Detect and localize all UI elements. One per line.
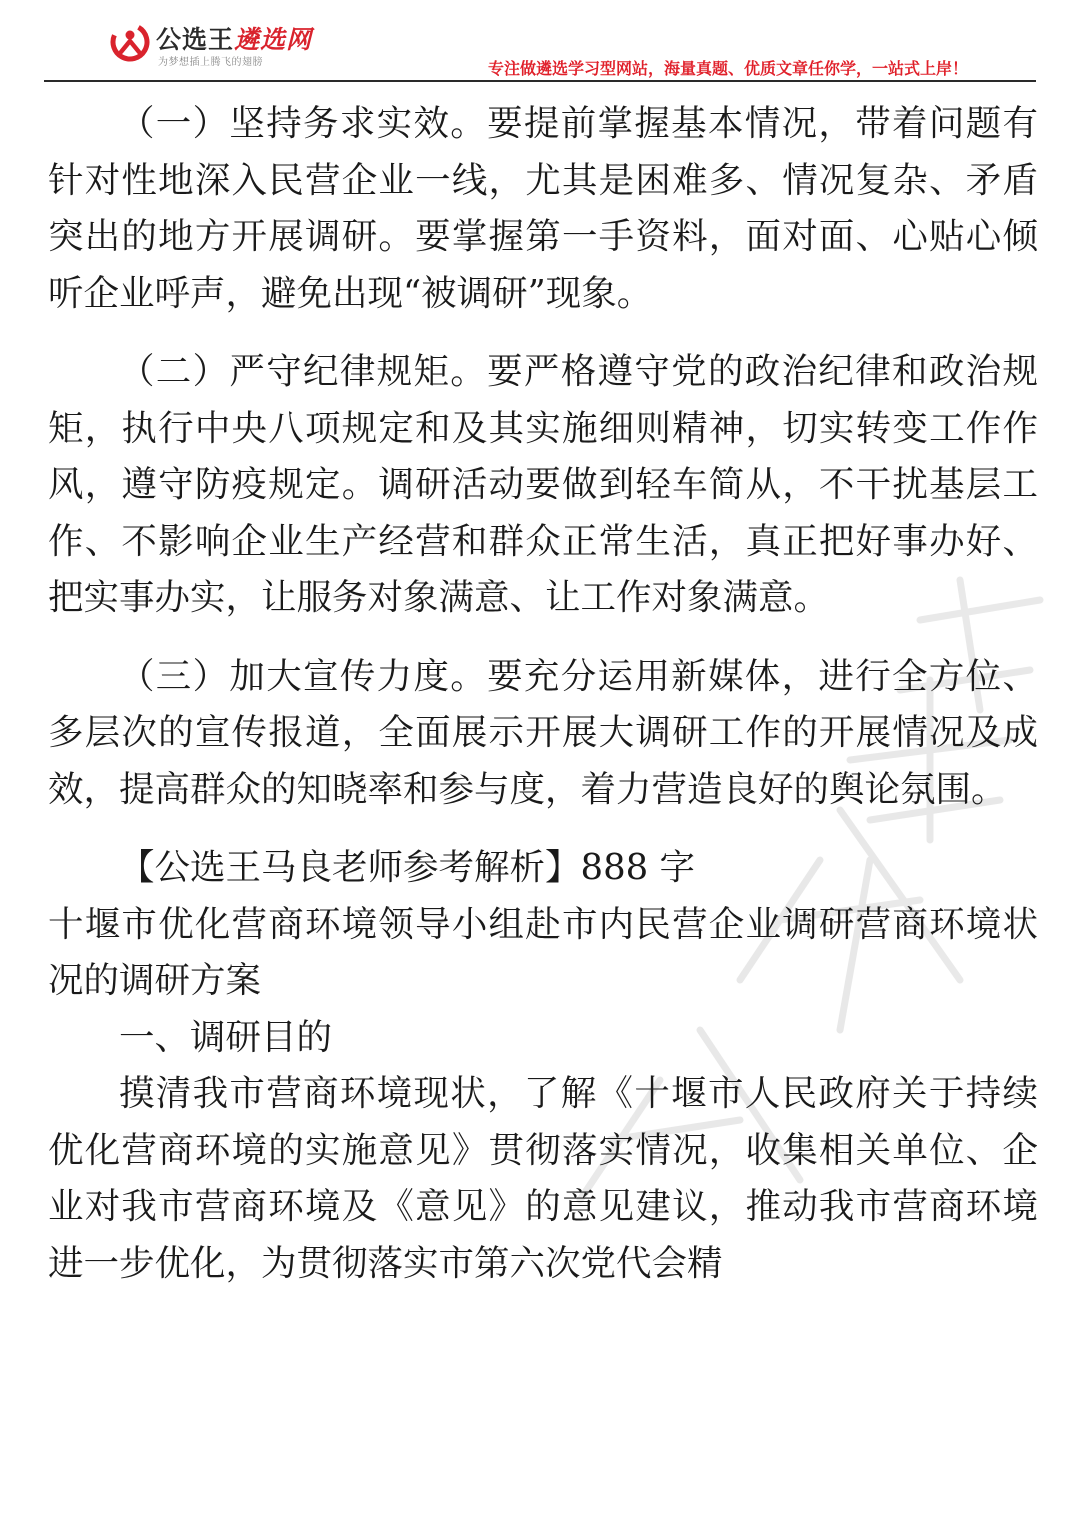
brand-name-red: 遴选网 (234, 25, 313, 54)
header-tagline: 专注做遴选学习型网站，海量真题、优质文章任你学，一站式上岸！ (487, 59, 968, 78)
header-divider (44, 80, 1036, 82)
section-heading-purpose: 一、调研目的 (119, 1016, 333, 1058)
brand-slogan: 为梦想插上腾飞的翅膀 (158, 57, 263, 68)
paragraph-discipline: （二）严守纪律规矩。要严格遵守党的政治纪律和政治规矩，执行中央八项规定和及其实施细则精神，切实转变工作作风，遵守防疫规定。调研活动要做到轻车简从，不干扰基层工作、不影响企业生产经营和群众正常生活，真正把好事办好、把实事办实，让服务对象满意、让工作对象满意。 (48, 351, 1038, 618)
plan-title: 十堰市优化营商环境领导小组赴市内民营企业调研营商环境状况的调研方案 (48, 903, 1038, 1001)
paragraph-adhere-effectiveness: （一）坚持务求实效。要提前掌握基本情况，带着问题有针对性地深入民营企业一线，尤其是困难多、情况复杂、矛盾突出的地方开展调研。要掌握第一手资料，面对面、心贴心倾听企业呼声，避免出现“被调研”现象。 (48, 103, 1038, 314)
page-header (0, 0, 1080, 82)
paragraph-publicity: （三）加大宣传力度。要充分运用新媒体，进行全方位、多层次的宣传报道，全面展示开展大调研工作的开展情况及成效，提高群众的知晓率和参与度，着力营造良好的舆论氛围。 (48, 655, 1038, 810)
logo-icon (110, 22, 150, 62)
document-body (48, 96, 1038, 1292)
brand-name-dark: 公选王 (156, 25, 235, 54)
paragraph-purpose: 摸清我市营商环境现状，了解《十堰市人民政府关于持续优化营商环境的实施意见》贯彻落实情况，收集相关单位、企业对我市营商环境及《意见》的意见建议，推动我市营商环境进一步优化，为贯彻落实市第六次党代会精 (48, 1073, 1038, 1284)
analysis-header: 【公选王马良老师参考解析】888 字 (119, 847, 696, 888)
brand-name (156, 20, 312, 54)
